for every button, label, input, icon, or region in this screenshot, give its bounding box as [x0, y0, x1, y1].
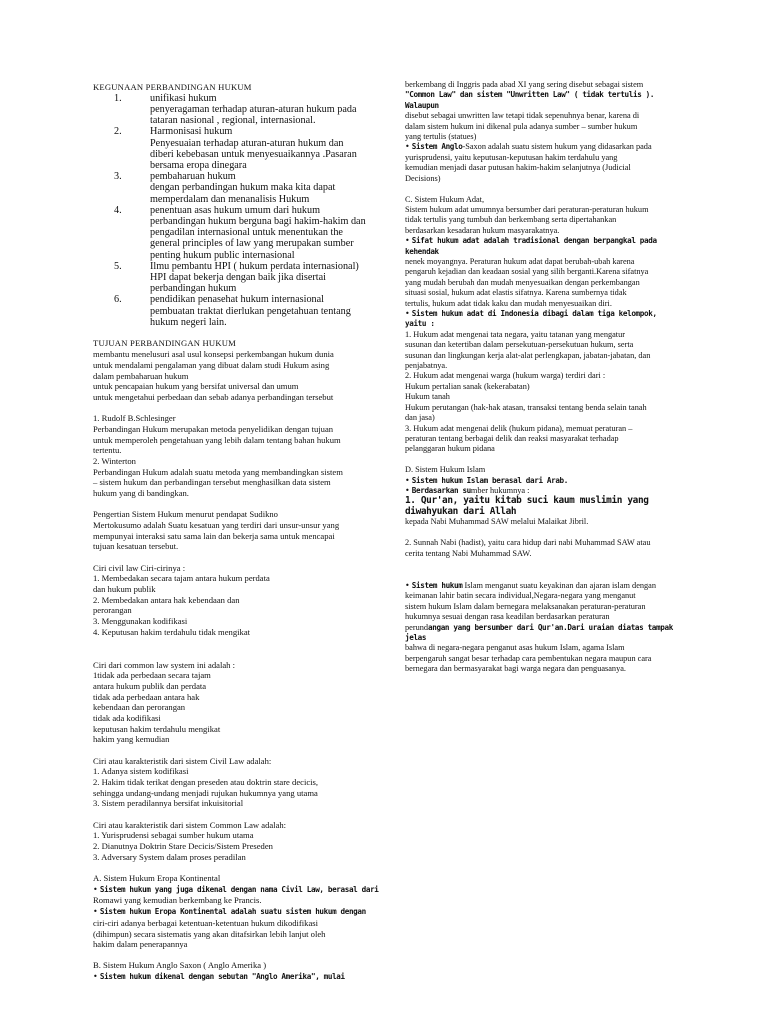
- bullet-icon: •: [405, 142, 410, 152]
- karakter-civil-section: Ciri atau karakteristik dari sistem Civil Law adalah: 1. Adanya sistem kodifikasi 2. Hakim tidak terikat dengan preseden atau doktrin stare decicis, sehingga undang-undang menjadi rujukan hukumnya yang utama 3. Sistem peradilannya bersifat inkuisitorial: [93, 755, 319, 809]
- common-law-section: Ciri dari common law system ini adalah : 1tidak ada perbedaan secara tajam antara hukum publik dan perdata tidak ada perbedaan antara hak kebendaan dan perorangan tidak ada kodifikasi keputusan hakim terdahulu mengikat hakim yang kemudian: [93, 659, 236, 745]
- bullet-icon: •: [405, 486, 410, 496]
- bullet-icon: •: [93, 884, 98, 894]
- adat-heading: C. Sistem Hukum Adat,: [405, 194, 485, 204]
- right-column: [405, 80, 675, 675]
- list-item: 2. Harmonisasi hukum Penyesuaian terhadap aturan-aturan hukum dan diberi kebebasan untuk menyesuaikannya .Pasaran bersama eropa dinegara: [114, 126, 357, 171]
- kegunaan-list: [93, 93, 383, 328]
- definisi-section: 1. Rudolf B.Schlesinger Perbandingan Hukum merupakan metoda penyelidikan dengan tujuan untuk memperoleh pengetahuan yang lebih dalam tentang bahan hukum tertentu. 2. Winterton Perbandingan Hukum adalah suatu metoda yang membandingkan sistem – sistem hukum dan perbandingan tersebut menghasilkan data sistem hukum yang di bandingkan.: [93, 413, 343, 499]
- list-item: 1. unifikasi hukum penyeragaman terhadap aturan-aturan hukum pada tataran nasional , regional, internasional.: [114, 92, 357, 127]
- islam-heading: D. Sistem Hukum Islam: [405, 465, 486, 475]
- left-column: [93, 82, 383, 983]
- anglo-section: B. Sistem Hukum Anglo Saxon ( Anglo Amerika ) • Sistem hukum dikenal dengan sebutan "Anglo Amerika", mulai: [93, 960, 383, 982]
- adat-section: C. Sistem Hukum Adat, Sistem hukum adat umumnya bersumber dari peraturan-peraturan hukum tidak tertulis yang tumbuh dan berkembang serta dipertahankan berdasarkan kesadaran hukum masyarakatnya. • Sifat hukum adat adalah tradisional dengan berpangkal pada kehendak nenek moyangnya. Peraturan hukum adat dapat berubah-ubah karena pengaruh kejadian dan keadaan sosial yang silih berganti.Karena sifatnya yang mudah berubah dan mudah menyesuaikan dengan perkembangan situasi sosial, hukum adat elastis sifatnya. Karena sumbernya tidak tertulis, hukum adat tidak kaku dan mudah menyesuaikan diri. • Sistem hukum adat di Indonesia dibagi dalam tiga kelompok, yaitu : 1. Hukum adat mengenai tata negara, yaitu tatanan yang mengatur susunan dan ketertiban dalam persekutuan-persekutuan hukum, serta susunan dan lingkungan kerja alat-alat perlengkapan, jabatan-jabatan, dan penjabatnya. 2. Hukum adat mengenai warga (hukum warga) terdiri dari : Hukum pertalian sanak (kekerabatan) Hukum tanah Hukum perutangan (hak-hak atasan, transaksi tentang benda selain tanah dan jasa) 3. Hukum adat mengenai delik (hukum pidana), memuat peraturan – peraturan tentang berbagai delik dan reaksi masyarakat terhadap pelanggaran hukum pidana: [405, 195, 675, 455]
- bullet-icon: •: [405, 236, 410, 246]
- eropa-section: A. Sistem Hukum Eropa Kontinental • Sistem hukum yang juga dikenal dengan nama Civil Law, berasal dari Romawi yang kemudian berkembang ke Prancis. • Sistem hukum Eropa Kontinental adalah suatu sistem hukum dengan ciri-ciri adanya berbagai ketentuan-ketentuan hukum dikodifikasi (dihimpun) secara sistematis yang akan ditafsirkan lebih lanjut oleh hakim dalam penerapannya: [93, 873, 383, 950]
- bullet-icon: •: [93, 907, 98, 917]
- list-item: 4. penentuan asas hukum umum dari hukum perbandingan hukum berguna bagi hakim-hakim dan pengadilan internasional untuk menentukan the general principles of law yang merupakan sumber penting hukum public internasional: [114, 204, 366, 261]
- list-item: 5. Ilmu pembantu HPI ( hukum perdata internasional) HPI dapat bekerja dengan baik jika disertai perbandingan hukum: [114, 260, 359, 295]
- kegunaan-heading: KEGUNAAN PERBANDINGAN HUKUM: [93, 82, 252, 92]
- bullet-icon: •: [405, 475, 410, 485]
- list-item: 6. pendidikan penasehat hukum internasional pembuatan traktat dierlukan pengetahuan tentang hukum negeri lain.: [114, 294, 351, 328]
- civil-law-section: Ciri civil law Ciri-cirinya : 1. Membedakan secara tajam antara hukum perdata dan hukum publik 2. Membedakan antara hak kebendaan dan perorangan 3. Menggunakan kodifikasi 4. Keputusan hakim terdahulu tidak mengikat: [93, 562, 270, 637]
- tujuan-heading: TUJUAN PERBANDINGAN HUKUM: [93, 338, 236, 349]
- karakter-common-section: Ciri atau karakteristik dari sistem Common Law adalah: 1. Yurisprudensi sebagai sumber hukum utama 2. Dianutnya Doktrin Stare Decicis/Sistem Preseden 3. Adversary System dalam proses peradilan: [93, 819, 287, 862]
- bullet-icon: •: [93, 972, 98, 982]
- eropa-heading: A. Sistem Hukum Eropa Kontinental: [93, 873, 221, 883]
- pengertian-section: Pengertian Sistem Hukum menurut pendapat Sudikno Mertokusumo adalah Suatu kesatuan yang terdiri dari unsur-unsur yang mempunyai interaksi satu sama lain dan bekerja sama untuk mencapai tujuan kesatuan tersebut.: [93, 509, 340, 552]
- list-item: 3. pembaharuan hukum dengan perbandingan hukum maka kita dapat memperdalam dan menanalisis Hukum: [114, 171, 336, 205]
- islam-section: D. Sistem Hukum Islam • Sistem hukum Islam berasal dari Arab. • Berdasarkan sumber hukumnya : 1. Qur'an, yaitu kitab suci kaum muslimin yang diwahyukan dari Allah kepada Nabi Muhammad SAW melalui Malaikat Jibril. 2. Sunnah Nabi (hadist), yaitu cara hidup dari nabi Muhammad SAW atau cerita tentang Nabi Muhammad SAW. • Sistem hukum Islam menganut suatu keyakinan dan ajaran islam dengan keimanan lahir batin secara individual,Negara-negara yang menganut sistem hukum Islam dalam bernegara melaksanakan peraturan-peraturan hukumnya sesuai dengan rasa keadilan berdasarkan peraturan perundangan yang bersumber dari Qur'an.Dari uraian diatas tampak jelas bahwa di negara-negara penganut asas hukum Islam, agama Islam berpengaruh sangat besar terhadap cara pembentukan negara maupun cara bernegara dan bermasyarakat bagi warga negara dan penguasanya.: [405, 465, 675, 674]
- bullet-icon: •: [405, 580, 410, 590]
- bullet-icon: •: [405, 309, 410, 319]
- anglo-heading: B. Sistem Hukum Anglo Saxon ( Anglo Amerika ): [93, 960, 267, 971]
- tujuan-section: TUJUAN PERBANDINGAN HUKUM membantu menelusuri asal usul konsepsi perkembangan hukum dunia untuk mendalami pengalaman yang dibuat dalam studi Hukum asing dalam pembaharuan hukum untuk pencapaian hukum yang bersifat universal dan umum untuk mengetahui perbedaan dan sebab adanya perbandingan tersebut: [93, 338, 383, 402]
- anglo-continued: berkembang di Inggris pada abad XI yang sering disebut sebagai sistem "Common Law" dan sistem "Unwritten Law" ( tidak tertulis ). Walaupun disebut sebagai unwritten law tetapi tidak sepenuhnya benar, karena di dalam sistem hukum ini dikenal pula adanya sumber – sumber hukum yang tertulis (statues) • Sistem Anglo-Saxon adalah suatu sistem hukum yang didasarkan pada yurisprudensi, yaitu keputusan-keputusan hakim terdahulu yang kemudian menjadi dasar putusan hakim-hakim selanjutnya (Judicial Decisions): [405, 80, 655, 183]
